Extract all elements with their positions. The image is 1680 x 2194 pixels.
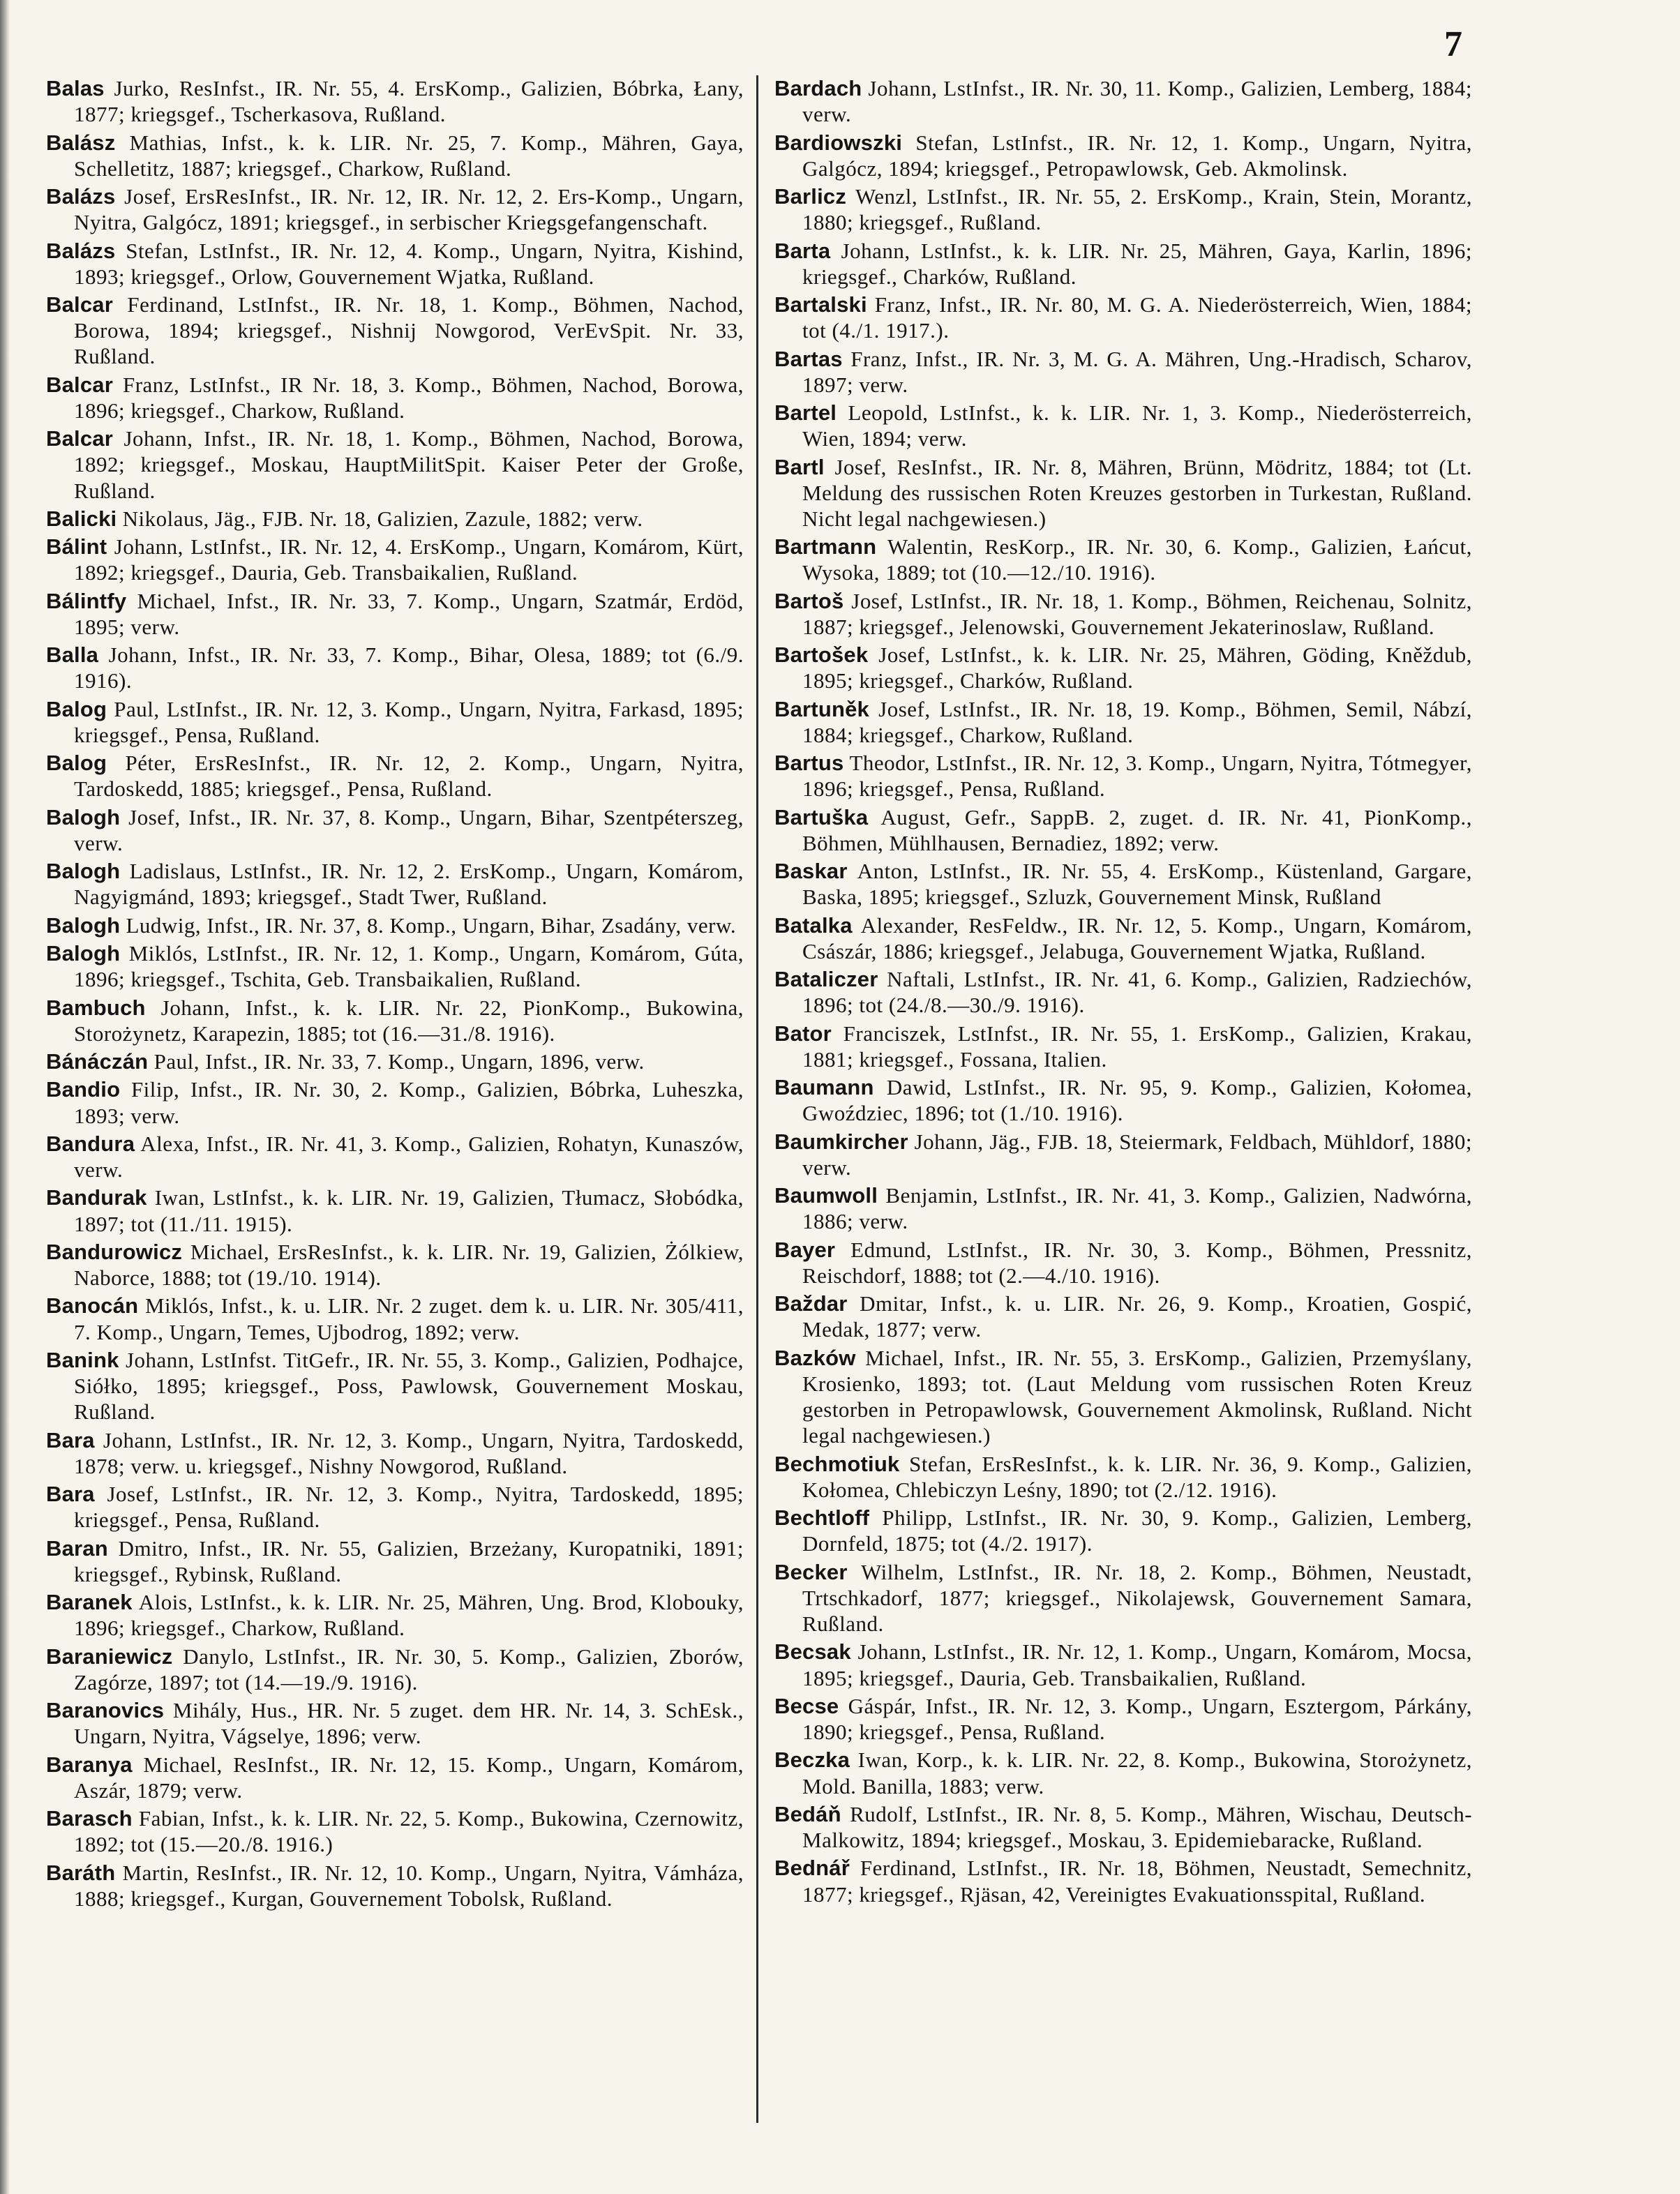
list-item <box>46 642 744 693</box>
entry-details: Johann, LstInfst., IR. Nr. 12, 3. Komp., Ungarn, Nyitra, Tardoskedd, 1878; verw. u. kriegsgef., Nishny Nowgorod, Rußland. <box>74 1427 744 1478</box>
entry-details: Iwan, LstInfst., k. k. LIR. Nr. 19, Galizien, Tłumacz, Słobódka, 1897; tot (11./11. 1915). <box>74 1185 744 1236</box>
entry-surname: Bambuch <box>46 995 146 1020</box>
list-item <box>46 940 744 992</box>
list-item <box>46 1481 744 1533</box>
entry-details: Alexa, Infst., IR. Nr. 41, 3. Komp., Galizien, Rohatyn, Kunaszów, verw. <box>74 1131 744 1182</box>
list-item <box>46 1860 744 1911</box>
list-item <box>46 1239 744 1291</box>
entry-details: Johann, LstInfst. TitGefr., IR. Nr. 55, 3. Komp., Galizien, Podhajce, Siółko, 1895; kriegsgef., Poss, Pawlowsk, Gouvernement Moskau, Rußland. <box>74 1347 744 1425</box>
entry-surname: Barlicz <box>774 184 847 209</box>
entry-surname: Bartas <box>774 346 843 371</box>
entry-details: Paul, LstInfst., IR. Nr. 12, 3. Komp., Ungarn, Nyitra, Farkasd, 1895; kriegsgef., Pensa, Rußland. <box>74 696 744 747</box>
list-item <box>46 1427 744 1479</box>
entry-details: Paul, Infst., IR. Nr. 33, 7. Komp., Ungarn, 1896, verw. <box>153 1049 645 1074</box>
list-item <box>774 1237 1472 1288</box>
list-item <box>46 1347 744 1425</box>
entry-surname: Bednář <box>774 1856 850 1881</box>
entry-surname: Bechtloff <box>774 1505 870 1531</box>
entry-surname: Baumkircher <box>774 1129 908 1154</box>
list-item <box>774 1451 1472 1503</box>
entry-surname: Batalka <box>774 912 853 938</box>
entry-surname: Balas <box>46 76 105 100</box>
entry-details: Johann, LstInfst., IR. Nr. 12, 1. Komp., Ungarn, Komárom, Mocsa, 1895; kriegsgef., Dauria, Geb. Transbaikalien, Rußland. <box>802 1639 1472 1690</box>
list-item <box>774 346 1472 398</box>
list-item <box>774 588 1472 640</box>
entry-surname: Balogh <box>46 804 121 829</box>
entry-details: Dawid, LstInfst., IR. Nr. 95, 9. Komp., Galizien, Kołomea, Gwoździec, 1896; tot (1./10. 1916). <box>802 1075 1473 1126</box>
entry-details: Josef, ErsResInfst., IR. Nr. 12, IR. Nr. 12, 2. Ers-Komp., Ungarn, Nyitra, Galgócz, 1891; kriegsgef., in serbischer Kriegsgefangenschaft. <box>74 184 744 235</box>
entry-surname: Balicki <box>46 506 117 531</box>
entry-details: Mathias, Infst., k. k. LIR. Nr. 25, 7. Komp., Mähren, Gaya, Schelletitz, 1887; kriegsgef., Charkow, Rußland. <box>74 130 744 181</box>
left-column <box>46 75 744 1914</box>
list-item <box>774 966 1472 1018</box>
entry-surname: Bartl <box>774 454 825 479</box>
list-item <box>774 534 1472 585</box>
entry-surname: Baráth <box>46 1860 116 1885</box>
list-item <box>774 750 1472 802</box>
entry-surname: Bazków <box>774 1345 856 1370</box>
entry-details: Dmitro, Infst., IR. Nr. 55, Galizien, Brzeżany, Kuropatniki, 1891; kriegsgef., Rybinsk, Rußland. <box>74 1535 744 1586</box>
list-item <box>774 1801 1472 1853</box>
entry-details: Ferdinand, LstInfst., IR. Nr. 18, 1. Komp., Böhmen, Nachod, Borowa, 1894; kriegsgef., Nishnij Nowgorod, VerEvSpit. Nr. 33, Rußland. <box>74 292 744 369</box>
entry-surname: Bartmann <box>774 534 877 559</box>
entry-details: Miklós, Infst., k. u. LIR. Nr. 2 zuget. dem k. u. LIR. Nr. 305/411, 7. Komp., Ungarn, Temes, Ujbodrog, 1892; verw. <box>74 1293 744 1344</box>
entry-details: Alexander, ResFeldw., IR. Nr. 12, 5. Komp., Ungarn, Komárom, Császár, 1886; kriegsgef., Jelabuga, Gouvernement Wjatka, Rußland. <box>802 912 1473 963</box>
entry-details: Péter, ErsResInfst., IR. Nr. 12, 2. Komp., Ungarn, Nyitra, Tardoskedd, 1885; kriegsgef., Pensa, Rußland. <box>74 751 744 802</box>
list-item <box>46 506 744 532</box>
list-item <box>774 1855 1472 1907</box>
entry-details: Miklós, LstInfst., IR. Nr. 12, 1. Komp., Ungarn, Komárom, Gúta, 1896; kriegsgef., Tschita, Geb. Transbaikalien, Rußland. <box>74 941 744 992</box>
list-item <box>46 1589 744 1641</box>
list-item <box>46 1131 744 1182</box>
list-item <box>774 130 1472 181</box>
entry-surname: Bartuška <box>774 804 869 829</box>
entry-details: Michael, ResInfst., IR. Nr. 12, 15. Komp., Ungarn, Komárom, Aszár, 1879; verw. <box>74 1752 744 1803</box>
entry-details: Ladislaus, LstInfst., IR. Nr. 12, 2. ErsKomp., Ungarn, Komárom, Nagyigmánd, 1893; kriegsgef., Stadt Twer, Rußland. <box>74 859 744 910</box>
entry-surname: Baždar <box>774 1291 848 1316</box>
entry-details: Martin, ResInfst., IR. Nr. 12, 10. Komp., Ungarn, Nyitra, Vámháza, 1888; kriegsgef., Kurgan, Gouvernement Tobolsk, Rußland. <box>74 1860 744 1911</box>
page-number: 7 <box>1444 24 1462 64</box>
entry-surname: Becsak <box>774 1639 851 1665</box>
list-item <box>774 804 1472 856</box>
entry-surname: Balázs <box>46 238 116 263</box>
entry-details: Josef, LstInfst., IR. Nr. 18, 1. Komp., Böhmen, Reichenau, Solnitz, 1887; kriegsgef., Jelenowski, Gouvernement Jekaterinoslaw, Rußland. <box>802 588 1472 639</box>
entry-details: Anton, LstInfst., IR. Nr. 55, 4. ErsKomp., Küstenland, Gargare, Baska, 1895; kriegsgef., Szluzk, Gouvernement Minsk, Rußland <box>802 859 1472 910</box>
entry-details: Franciszek, LstInfst., IR. Nr. 55, 1. ErsKomp., Galizien, Krakau, 1881; kriegsgef., Fossana, Italien. <box>802 1021 1472 1072</box>
entry-surname: Banocán <box>46 1293 139 1318</box>
entry-details: Iwan, Korp., k. k. LIR. Nr. 22, 8. Komp., Bukowina, Storożynetz, Mold. Banilla, 1883; verw. <box>802 1748 1473 1798</box>
entry-details: Michael, ErsResInfst., k. k. LIR. Nr. 19, Galizien, Żólkiew, Naborce, 1888; tot (19./10. 1914). <box>74 1239 744 1290</box>
entry-details: Dmitar, Infst., k. u. LIR. Nr. 26, 9. Komp., Kroatien, Gospić, Medak, 1877; verw. <box>802 1291 1473 1342</box>
entry-details: Theodor, LstInfst., IR. Nr. 12, 3. Komp., Ungarn, Nyitra, Tótmegyer, 1896; kriegsgef., Pensa, Rußland. <box>802 751 1472 802</box>
list-item <box>774 1747 1472 1798</box>
page-edge-shadow <box>0 0 10 2194</box>
list-item <box>46 750 744 802</box>
list-item <box>46 1076 744 1128</box>
entry-details: Benjamin, LstInfst., IR. Nr. 41, 3. Komp., Galizien, Nadwórna, 1886; verw. <box>802 1183 1472 1234</box>
entry-surname: Bator <box>774 1021 832 1046</box>
entry-surname: Balla <box>46 643 99 668</box>
entry-details: Josef, ResInfst., IR. Nr. 8, Mähren, Brünn, Mödritz, 1884; tot (Lt. Meldung des russischen Roten Kreuzes gestorben in Turkestan, Rußland. Nicht legal nachgewiesen.) <box>802 454 1473 531</box>
entry-details: Franz, Infst., IR. Nr. 80, M. G. A. Niederösterreich, Wien, 1884; tot (4./1. 1917.). <box>802 292 1472 343</box>
entry-surname: Bandurowicz <box>46 1239 183 1264</box>
entry-surname: Bartel <box>774 400 837 425</box>
entry-surname: Balogh <box>46 941 121 965</box>
entry-details: Fabian, Infst., k. k. LIR. Nr. 22, 5. Komp., Bukowina, Czernowitz, 1892; tot (15.—20./8. 1916.) <box>74 1806 744 1857</box>
list-item <box>46 588 744 640</box>
entry-surname: Balcar <box>46 426 113 451</box>
entry-details: Johann, Infst., IR. Nr. 18, 1. Komp., Böhmen, Nachod, Borowa, 1892; kriegsgef., Moskau, HauptMilitSpit. Kaiser Peter der Große, Rußland. <box>74 426 744 503</box>
entry-details: Wenzl, LstInfst., IR. Nr. 55, 2. ErsKomp., Krain, Stein, Morantz, 1880; kriegsgef., Rußland. <box>802 184 1472 235</box>
list-item <box>46 1293 744 1344</box>
entry-details: Franz, Infst., IR. Nr. 3, M. G. A. Mähren, Ung.-Hradisch, Scharov, 1897; verw. <box>802 346 1473 397</box>
list-item <box>46 130 744 181</box>
entry-surname: Balogh <box>46 859 121 884</box>
entry-details: August, Gefr., SappB. 2, zuget. d. IR. Nr. 41, PionKomp., Böhmen, Mühlhausen, Bernadiez, 1892; verw. <box>802 804 1473 855</box>
list-item <box>774 1074 1472 1126</box>
entry-details: Leopold, LstInfst., k. k. LIR. Nr. 1, 3. Komp., Niederösterreich, Wien, 1894; verw. <box>802 400 1472 451</box>
entry-surname: Baskar <box>774 859 848 884</box>
list-item <box>774 1639 1472 1690</box>
list-item <box>46 183 744 235</box>
list-item <box>46 1805 744 1857</box>
list-item <box>46 238 744 290</box>
entry-details: Rudolf, LstInfst., IR. Nr. 8, 5. Komp., Mähren, Wischau, Deutsch-Malkowitz, 1894; kriegsgef., Moskau, 3. Epidemiebaracke, Rußland. <box>802 1801 1473 1853</box>
list-item <box>46 534 744 585</box>
entry-surname: Bayer <box>774 1237 836 1262</box>
entry-surname: Banink <box>46 1347 119 1372</box>
list-item <box>774 1505 1472 1556</box>
list-item <box>774 1559 1472 1637</box>
list-item <box>774 454 1472 532</box>
entry-surname: Bara <box>46 1427 95 1452</box>
entry-details: Josef, Infst., IR. Nr. 37, 8. Komp., Ungarn, Bihar, Szentpéterszeg, verw. <box>74 804 744 855</box>
entry-surname: Becse <box>774 1693 839 1718</box>
entry-surname: Baranek <box>46 1590 133 1614</box>
entry-details: Wilhelm, LstInfst., IR. Nr. 18, 2. Komp., Böhmen, Neustadt, Trtschkadorf, 1877; kriegsgef., Nikolajewsk, Gouvernement Samara, Rußland. <box>802 1559 1472 1637</box>
entry-surname: Barta <box>774 238 831 263</box>
entry-surname: Baranya <box>46 1752 133 1777</box>
list-item <box>774 75 1472 127</box>
list-item <box>774 292 1472 343</box>
entry-surname: Beczka <box>774 1748 850 1773</box>
list-item <box>46 1185 744 1236</box>
entry-details: Johann, Infst., k. k. LIR. Nr. 22, PionKomp., Bukowina, Storożynetz, Karapezin, 1885; tot (16.—31./8. 1916). <box>74 995 744 1046</box>
entry-details: Walentin, ResKorp., IR. Nr. 30, 6. Komp., Galizien, Łańcut, Wysoka, 1889; tot (10.—12./10. 1916). <box>802 534 1472 585</box>
entry-details: Alois, LstInfst., k. k. LIR. Nr. 25, Mähren, Ung. Brod, Klobouky, 1896; kriegsgef., Charkow, Rußland. <box>74 1590 744 1641</box>
entry-details: Johann, LstInfst., IR. Nr. 30, 11. Komp., Galizien, Lemberg, 1884; verw. <box>802 76 1473 127</box>
list-item <box>46 1049 744 1074</box>
entry-surname: Baumwoll <box>774 1183 878 1208</box>
list-item <box>46 426 744 504</box>
entry-surname: Balcar <box>46 372 113 397</box>
entry-details: Franz, LstInfst., IR Nr. 18, 3. Komp., Böhmen, Nachod, Borowa, 1896; kriegsgef., Charkow, Rußland. <box>74 372 744 423</box>
entry-surname: Baraniewicz <box>46 1644 173 1669</box>
entry-details: Filip, Infst., IR. Nr. 30, 2. Komp., Galizien, Bóbrka, Luheszka, 1893; verw. <box>74 1077 744 1128</box>
list-item <box>46 995 744 1046</box>
entry-surname: Bara <box>46 1482 95 1506</box>
list-item <box>46 1697 744 1749</box>
entry-surname: Baranovics <box>46 1698 165 1722</box>
list-item <box>46 1752 744 1803</box>
entry-surname: Bálint <box>46 534 107 559</box>
entry-details: Johann, Infst., IR. Nr. 33, 7. Komp., Bihar, Olesa, 1889; tot (6./9. 1916). <box>74 643 744 693</box>
list-item <box>774 183 1472 235</box>
list-item <box>46 75 744 127</box>
list-item <box>774 696 1472 748</box>
list-item <box>774 858 1472 910</box>
entry-details: Nikolaus, Jäg., FJB. Nr. 18, Galizien, Zazule, 1882; verw. <box>122 506 643 531</box>
list-item <box>774 1291 1472 1342</box>
list-item <box>774 238 1472 290</box>
right-column <box>774 75 1472 1909</box>
list-item <box>774 1345 1472 1449</box>
entry-details: Josef, LstInfst., k. k. LIR. Nr. 25, Mähren, Göding, Kněždub, 1895; kriegsgef., Charków, Rußland. <box>802 643 1472 693</box>
list-item <box>46 292 744 370</box>
entry-surname: Bartalski <box>774 292 867 317</box>
list-item <box>774 400 1472 451</box>
entry-surname: Bardach <box>774 76 862 100</box>
entry-surname: Bardiowszki <box>774 130 903 155</box>
entry-surname: Bedáň <box>774 1801 841 1826</box>
list-item <box>46 858 744 910</box>
entry-details: Danylo, LstInfst., IR. Nr. 30, 5. Komp., Galizien, Zborów, Zagórze, 1897; tot (14.—19./9. 1916). <box>74 1644 744 1695</box>
entry-surname: Bandura <box>46 1131 135 1156</box>
entry-surname: Bandurak <box>46 1185 147 1210</box>
entry-details: Mihály, Hus., HR. Nr. 5 zuget. dem HR. Nr. 14, 3. SchEsk., Ungarn, Nyitra, Vágselye, 1896; verw. <box>74 1698 744 1749</box>
entry-details: Johann, LstInfst., IR. Nr. 12, 4. ErsKomp., Ungarn, Komárom, Kürt, 1892; kriegsgef., Dauria, Geb. Transbaikalien, Rußland. <box>74 534 744 585</box>
list-item <box>774 1021 1472 1072</box>
list-item <box>774 1129 1472 1180</box>
entry-details: Josef, LstInfst., IR. Nr. 12, 3. Komp., Nyitra, Tardoskedd, 1895; kriegsgef., Pensa, Rußland. <box>74 1482 744 1533</box>
entry-surname: Bánáczán <box>46 1049 149 1074</box>
entry-details: Michael, Infst., IR. Nr. 33, 7. Komp., Ungarn, Szatmár, Erdöd, 1895; verw. <box>74 588 744 639</box>
entry-surname: Balázs <box>46 184 116 209</box>
list-item <box>46 1535 744 1587</box>
entry-surname: Balcar <box>46 292 113 317</box>
list-item <box>46 804 744 856</box>
entry-surname: Balog <box>46 696 107 721</box>
list-item <box>774 912 1472 964</box>
entry-details: Michael, Infst., IR. Nr. 55, 3. ErsKomp., Galizien, Przemyślany, Krosienko, 1893; tot. (Laut Meldung vom russischen Roten Kreuz gestorben in Petropawlowsk, Gouvernement Akmolinsk, Rußland. Nicht legal nachgewiesen.) <box>802 1345 1473 1448</box>
list-item <box>774 1182 1472 1234</box>
entry-surname: Bataliczer <box>774 967 878 992</box>
entry-surname: Barasch <box>46 1806 133 1831</box>
entry-details: Gáspár, Infst., IR. Nr. 12, 3. Komp., Ungarn, Esztergom, Párkány, 1890; kriegsgef., Pensa, Rußland. <box>802 1693 1473 1745</box>
list-item <box>46 912 744 938</box>
entry-surname: Balog <box>46 751 107 776</box>
entry-details: Edmund, LstInfst., IR. Nr. 30, 3. Komp., Böhmen, Pressnitz, Reischdorf, 1888; tot (2.—4./10. 1916). <box>802 1237 1472 1288</box>
list-item <box>774 1693 1472 1745</box>
list-item <box>46 696 744 748</box>
entry-details: Johann, Jäg., FJB. 18, Steiermark, Feldbach, Mühldorf, 1880; verw. <box>802 1129 1473 1180</box>
entry-surname: Baran <box>46 1535 108 1561</box>
entry-surname: Bartoš <box>774 588 844 613</box>
entry-surname: Bandio <box>46 1077 121 1102</box>
entry-details: Johann, LstInfst., k. k. LIR. Nr. 25, Mähren, Gaya, Karlin, 1896; kriegsgef., Charków, Rußland. <box>802 238 1472 289</box>
entry-details: Jurko, ResInfst., IR. Nr. 55, 4. ErsKomp., Galizien, Bóbrka, Łany, 1877; kriegsgef., Tscherkasova, Rußland. <box>74 76 744 127</box>
entry-details: Stefan, LstInfst., IR. Nr. 12, 1. Komp., Ungarn, Nyitra, Galgócz, 1894; kriegsgef., Petropawlowsk, Geb. Akmolinsk. <box>802 130 1473 181</box>
entry-surname: Baumann <box>774 1075 874 1100</box>
entry-surname: Bartuněk <box>774 696 869 721</box>
list-item <box>774 642 1472 693</box>
entry-details: Naftali, LstInfst., IR. Nr. 41, 6. Komp., Galizien, Radziechów, 1896; tot (24./8.—30./9. 1916). <box>802 967 1473 1018</box>
entry-surname: Balogh <box>46 912 121 938</box>
list-item <box>46 372 744 423</box>
column-divider <box>756 75 758 2123</box>
entry-details: Ferdinand, LstInfst., IR. Nr. 18, Böhmen, Neustadt, Semechnitz, 1877; kriegsgef., Rjäsan, 42, Vereinigtes Evakuationsspital, Rußland. <box>802 1856 1472 1907</box>
entry-details: Ludwig, Infst., IR. Nr. 37, 8. Komp., Ungarn, Bihar, Zsadány, verw. <box>126 912 737 938</box>
entry-details: Stefan, LstInfst., IR. Nr. 12, 4. Komp., Ungarn, Nyitra, Kishind, 1893; kriegsgef., Orlow, Gouvernement Wjatka, Rußland. <box>74 238 744 289</box>
entry-surname: Becker <box>774 1559 848 1584</box>
entry-details: Stefan, ErsResInfst., k. k. LIR. Nr. 36, 9. Komp., Galizien, Kołomea, Chlebiczyn Leśny, 1890; tot (2./12. 1916). <box>802 1451 1473 1502</box>
entry-details: Josef, LstInfst., IR. Nr. 18, 19. Komp., Böhmen, Semil, Nábzí, 1884; kriegsgef., Charkow, Rußland. <box>802 696 1472 747</box>
entry-surname: Bartus <box>774 751 844 776</box>
entry-surname: Balász <box>46 130 116 155</box>
entry-surname: Bálintfy <box>46 588 127 613</box>
entry-surname: Bechmotiuk <box>774 1451 900 1476</box>
entry-surname: Bartošek <box>774 643 869 668</box>
entry-details: Philipp, LstInfst., IR. Nr. 30, 9. Komp., Galizien, Lemberg, Dornfeld, 1875; tot (4./2. 1917). <box>802 1505 1473 1556</box>
list-item <box>46 1644 744 1695</box>
